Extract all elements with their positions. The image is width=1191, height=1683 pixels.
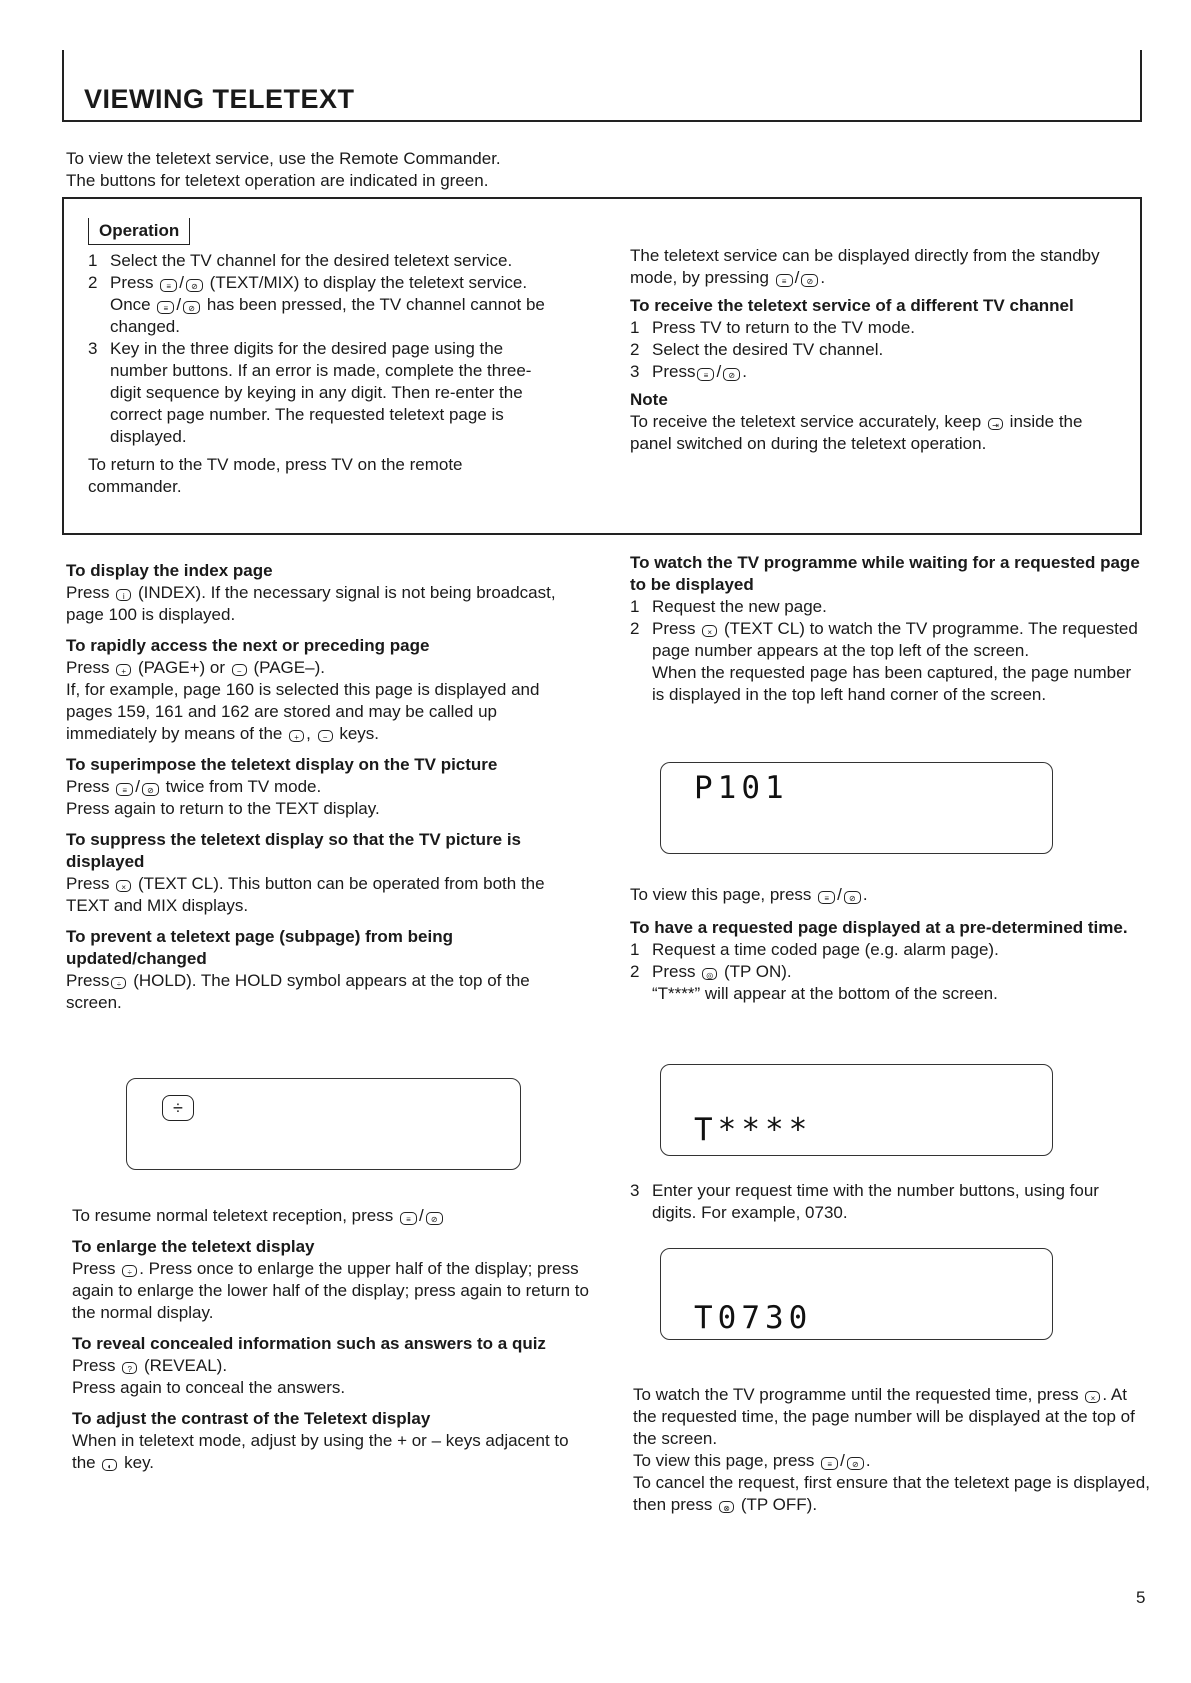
suppress-section: To suppress the teletext display so that the TV picture is displayed Press × (TEXT CL). This button can be operated from both the TEXT and MIX displays. <box>66 830 545 915</box>
intro-line-2: The buttons for teletext operation are indicated in green. <box>66 171 489 190</box>
text-mix-icon: ≡ <box>157 301 174 314</box>
mix-icon: ⊘ <box>426 1212 443 1225</box>
intro <box>66 148 686 192</box>
return-text: To return to the TV mode, press TV on the remote commander. <box>88 455 463 496</box>
text-mix-icon: ≡ <box>160 279 177 292</box>
receive-step-3: 3 Press ≡ / ⊘ . <box>630 362 747 381</box>
enlarge-section: To enlarge the teletext display Press ÷ . Press once to enlarge the upper half of the display; press again to enlarge the lower half of the display; press again to return to the normal display. <box>72 1237 589 1322</box>
operation-step-2: 2 Press ≡ / ⊘ (TEXT/MIX) to display the teletext service. Once ≡ / ⊘ has been pressed, the TV channel cannot be changed. <box>88 273 545 336</box>
timed-section: To have a requested page displayed at a pre-determined time. 1 Request a time coded page (e.g. alarm page). 2 Press ◎ (TP ON). “T****” will appear at the bottom of the screen. <box>630 918 1128 1003</box>
page-minus-icon: − <box>232 664 247 676</box>
operation-step-1: 1 Select the TV channel for the desired teletext service. <box>88 251 513 270</box>
text-mix-icon: ≡ <box>400 1212 417 1225</box>
text-clear-icon: × <box>1085 1391 1100 1403</box>
page-number: 5 <box>1136 1588 1146 1607</box>
receive-step-2: 2 Select the desired TV channel. <box>630 340 884 359</box>
mix-icon: ⊘ <box>183 301 200 314</box>
screen-t-stars-text: T**** <box>694 1112 813 1148</box>
tp-off-icon: ⊗ <box>719 1501 734 1513</box>
text-mix-icon: ≡ <box>697 368 714 381</box>
step-3: 3 Enter your request time with the number buttons, using four digits. For example, 0730. <box>630 1181 1099 1222</box>
enlarge-icon: ÷ <box>122 1265 137 1277</box>
tp-on-icon: ◎ <box>702 968 717 980</box>
screen-t0730-text: T0730 <box>694 1300 813 1336</box>
page-title: VIEWING TELETEXT <box>84 84 355 114</box>
operation-label: Operation <box>88 218 190 245</box>
watch-section: To watch the TV programme while waiting for a requested page to be displayed 1 Request the new page. 2 Press × (TEXT CL) to watch the TV programme. The requested page number appears at the top left of the screen. When the requested page has been captured, the page number is displayed in the top left hand corner of the screen. <box>630 553 1140 704</box>
text-clear-icon: × <box>702 625 717 637</box>
superimpose-section: To superimpose the teletext display on the TV picture Press ≡ / ⊘ twice from TV mode. Press again to return to the TEXT display. <box>66 755 498 818</box>
contrast-icon: ◐ <box>102 1459 117 1471</box>
operation-step-3: 3 Key in the three digits for the desired page using the number buttons. If an error is made, complete the three-digit sequence by keying in any digit. Then re-enter the correct page number. The requested teletext page is displayed. <box>88 339 532 446</box>
left-column-bottom <box>72 1205 592 1483</box>
page-plus-icon: + <box>116 664 131 676</box>
hold-icon: ÷ <box>111 977 126 989</box>
receive-step-1: 1 Press TV to return to the TV mode. <box>630 318 915 337</box>
index-icon: i <box>116 589 131 601</box>
text-mix-icon: ≡ <box>818 891 835 904</box>
mix-icon: ⊘ <box>723 368 740 381</box>
panel-switch-icon: ⇥ <box>988 418 1003 430</box>
reveal-icon: ? <box>122 1362 137 1374</box>
view-page-text: To view this page, press ≡ / ⊘ . <box>630 885 868 904</box>
mix-icon: ⊘ <box>844 891 861 904</box>
rapid-section: To rapidly access the next or preceding page Press + (PAGE+) or − (PAGE–). If, for example, page 160 is selected this page is displayed and pages 159, 161 and 162 are stored and may be called up immediately by means of the + , − keys. <box>66 636 540 743</box>
prevent-section: To prevent a teletext page (subpage) from being updated/changed Press ÷ (HOLD). The HOLD symbol appears at the top of the screen. <box>66 927 530 1012</box>
index-section: To display the index page Press i (INDEX). If the necessary signal is not being broadcast, page 100 is displayed. <box>66 561 556 624</box>
intro-line-1: To view the teletext service, use the Remote Commander. <box>66 149 501 168</box>
operation-right <box>630 245 1120 455</box>
screen-p101-text: P101 <box>694 770 789 806</box>
mix-icon: ⊘ <box>801 274 818 287</box>
standby-text: The teletext service can be displayed directly from the standby mode, by pressing ≡ / ⊘ . <box>630 246 1100 287</box>
contrast-section: To adjust the contrast of the Teletext display When in teletext mode, adjust by using the + or – keys adjacent to the ◐ key. <box>72 1409 569 1472</box>
page-minus-icon: − <box>318 730 333 742</box>
mix-icon: ⊘ <box>186 279 203 292</box>
reveal-section: To reveal concealed information such as answers to a quiz Press ? (REVEAL). Press again to conceal the answers. <box>72 1334 546 1397</box>
resume-text: To resume normal teletext reception, press ≡ / ⊘ <box>72 1205 592 1227</box>
hold-icon: ÷ <box>162 1095 194 1121</box>
mix-icon: ⊘ <box>847 1457 864 1470</box>
operation-left <box>88 250 558 498</box>
text-mix-icon: ≡ <box>116 783 133 796</box>
text-mix-icon: ≡ <box>821 1457 838 1470</box>
until-section: To watch the TV programme until the requested time, press × . At the requested time, the page number will be displayed at the top of the screen. To view this page, press ≡ / ⊘ . To cancel the request, first ensure that the teletext page is displayed, then press ⊗ (TP OFF). <box>633 1385 1150 1514</box>
mix-icon: ⊘ <box>142 783 159 796</box>
left-column-top <box>66 560 586 1023</box>
page-plus-icon: + <box>289 730 304 742</box>
receive-heading: To receive the teletext service of a different TV channel <box>630 296 1074 315</box>
text-mix-icon: ≡ <box>776 274 793 287</box>
hold-screen <box>126 1078 521 1170</box>
note-text: To receive the teletext service accurately, keep ⇥ inside the panel switched on during the teletext operation. <box>630 412 1083 453</box>
text-clear-icon: × <box>116 880 131 892</box>
note-heading: Note <box>630 390 668 409</box>
